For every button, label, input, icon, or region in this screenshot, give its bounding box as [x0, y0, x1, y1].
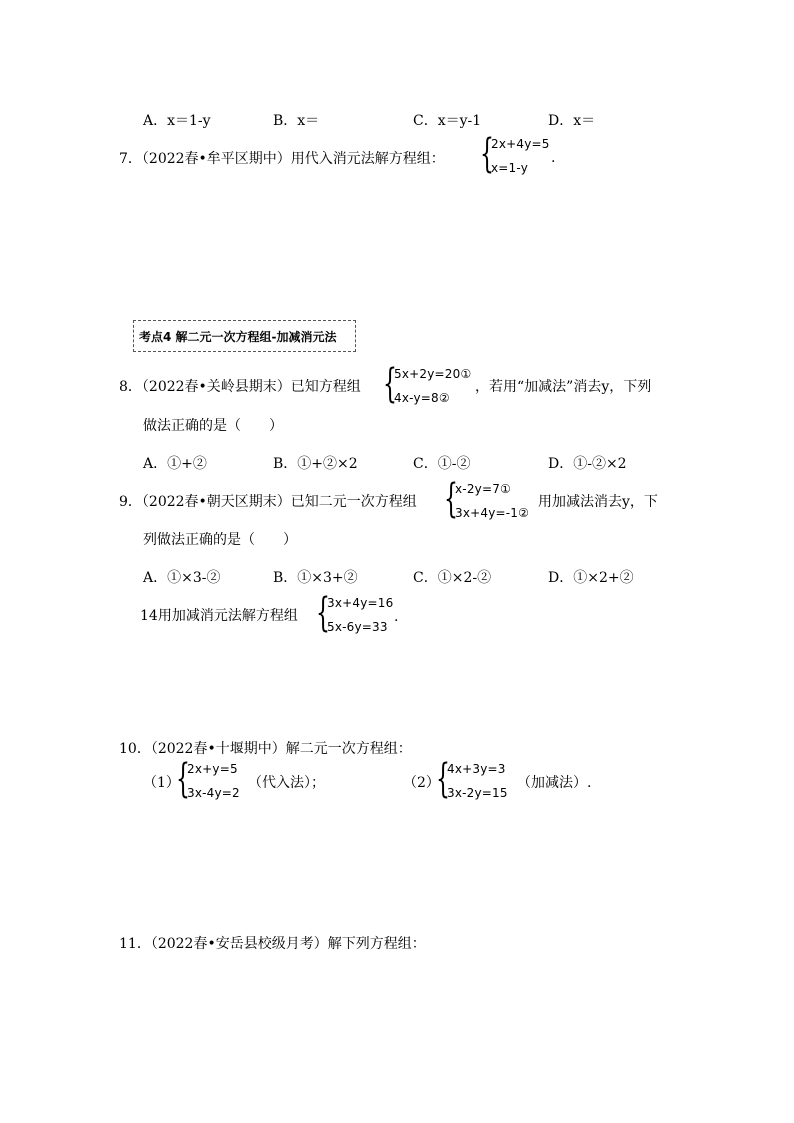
q6-option-b: B．x＝: [273, 113, 320, 129]
q14-stem: 14用加减消元法解方程组: [140, 608, 298, 624]
brace-icon: {: [436, 756, 450, 802]
brace-icon: {: [444, 476, 458, 522]
q9-option-c: C．①×2-②: [413, 570, 492, 586]
q8-equation-1: 5x+2y=20①: [394, 367, 472, 381]
q8-equation-2: 4x-y=8②: [394, 391, 450, 405]
q10-part2-equation-1: 4x+3y=3: [447, 762, 506, 776]
q6-option-c: C．x＝y-1: [413, 113, 482, 129]
q9-equation-2: 3x+4y=-1②: [455, 506, 530, 520]
q14-equation-1: 3x+4y=16: [327, 596, 394, 610]
q9-option-a: A．①×3-②: [143, 570, 221, 586]
q8-option-b: B．①+②×2: [273, 456, 358, 472]
q9-equation-1: x-2y=7①: [455, 482, 512, 496]
q10-part1-equation-2: 3x-4y=2: [187, 786, 240, 800]
brace-icon: {: [383, 361, 397, 407]
q8-stem-c: 做法正确的是（ ）: [143, 418, 283, 434]
section-label: 考点4 解二元一次方程组-加减消元法: [139, 330, 337, 344]
q11-stem: 11．（2022春•安岳县校级月考）解下列方程组：: [119, 936, 426, 952]
q6-option-d: D．x＝: [548, 113, 596, 129]
q9-options: [0, 567, 794, 587]
brace-icon: {: [176, 756, 190, 802]
q8-options: [0, 453, 794, 473]
q8-option-a: A．①+②: [143, 456, 207, 472]
q7-equation-1: 2x+4y=5: [491, 137, 550, 151]
q10-part1-label: （1）: [143, 775, 180, 791]
q8-stem-a: 8．（2022春•关岭县期末）已知方程组: [119, 379, 361, 395]
q10-part1-method: （代入法）；: [248, 775, 325, 791]
q7-stem: 7．（2022春•牟平区期中）用代入消元法解方程组：: [119, 151, 445, 167]
q7-equation-2: x=1-y: [491, 161, 529, 175]
q10-part2-method: （加减法）.: [517, 775, 592, 791]
q7-end: .: [551, 150, 556, 166]
q10-part2-equation-2: 3x-2y=15: [447, 786, 508, 800]
q8-option-c: C．①-②: [413, 456, 471, 472]
q10-part1-equation-1: 2x+y=5: [187, 762, 238, 776]
q10-part2-label: （2）: [403, 775, 440, 791]
q9-stem-a: 9．（2022春•朝天区期末）已知二元一次方程组: [119, 494, 417, 510]
q9-stem-c: 列做法正确的是（ ）: [143, 532, 297, 548]
q9-option-b: B．①×3+②: [273, 570, 358, 586]
q6-options: [0, 110, 794, 130]
q14-end: .: [394, 609, 399, 625]
q9-option-d: D．①×2+②: [548, 570, 634, 586]
q6-option-a: A．x＝1-y: [143, 113, 211, 129]
q8-option-d: D．①-②×2: [548, 456, 627, 472]
brace-icon: {: [480, 131, 494, 177]
q10-stem: 10．（2022春•十堰期中）解二元一次方程组：: [119, 741, 412, 757]
q14-equation-2: 5x-6y=33: [327, 620, 388, 634]
q8-stem-b: ，若用“加减法”消去y，下列: [475, 379, 652, 395]
q9-stem-b: 用加减法消去y，下: [538, 494, 658, 510]
brace-icon: {: [316, 590, 330, 636]
